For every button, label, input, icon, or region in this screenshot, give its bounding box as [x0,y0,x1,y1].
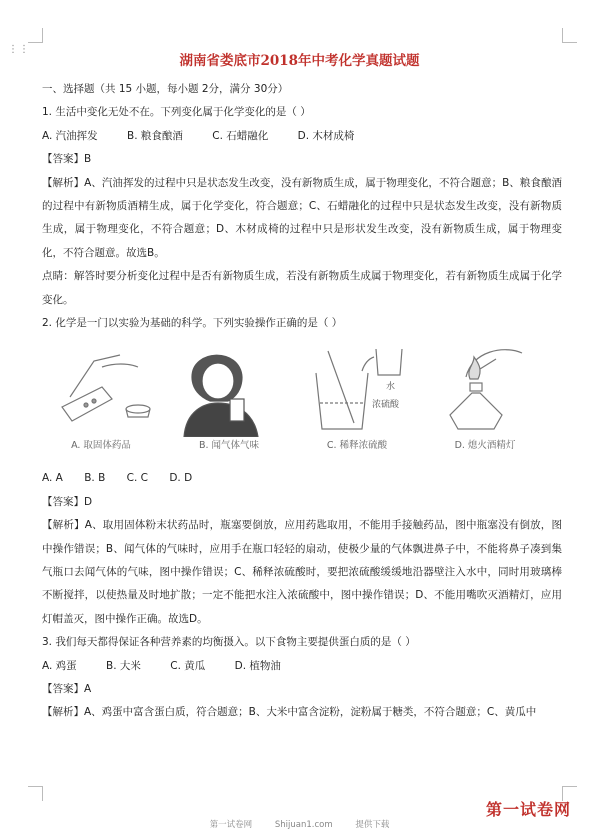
crop-mark-bottom-left [28,786,43,801]
footer-site-url[interactable]: Shijuan1.com [274,820,333,830]
page-title: 湖南省娄底市2018年中考化学真题试题 [179,53,420,69]
q2-option-a: A. A [42,472,63,485]
q1-option-b: B. 粮食酿酒 [127,129,183,142]
footer-site-name: 第一试卷网 [209,820,253,830]
q3-options [42,655,562,678]
q1-stem: 1. 生活中变化无处不在。下列变化属于化学变化的是（ ） [42,106,311,119]
q1-option-a: A. 汽油挥发 [42,129,98,142]
figure-c [298,337,416,455]
q3-stem: 3. 我们每天都得保证各种营养素的均衡摄入。以下食物主要提供蛋白质的是（ ） [42,636,416,649]
alcohol-lamp-image [426,337,544,437]
q2-options [42,467,562,490]
figure-c-label-water: 水 [386,382,396,393]
q1-tip: 点睛：解答时要分析变化过程中是否有新物质生成，若没有新物质生成属于物理变化，若有新物质生成属于化学变化。 [42,270,562,306]
figure-a-caption: A. 取固体药品 [71,440,131,452]
q3-option-b: B. 大米 [106,659,141,672]
q2-option-d: D. D [169,472,193,485]
q2-option-c: C. C [126,472,148,485]
q3-analysis: 【解析】A、鸡蛋中富含蛋白质，符合题意；B、大米中富含淀粉，淀粉属于糖类，不符合题意；C、黄瓜中 [42,706,537,719]
q2-option-b: B. B [84,472,106,485]
q3-option-a: A. 鸡蛋 [42,659,77,672]
q2-figure [42,337,562,467]
take-solid-drug-image [42,337,160,437]
section-heading: 一、选择题（共 15 小题，每小题 2分，满分 30分） [42,83,289,95]
drag-handle-icon[interactable]: ⋮⋮ [8,44,30,55]
q3-option-c: C. 黄瓜 [170,659,206,672]
figure-c-caption: C. 稀释浓硫酸 [326,440,388,452]
watermark-logo: 第一试卷网 [486,800,572,819]
q2-analysis: 【解析】A、取用固体粉末状药品时，瓶塞要倒放，应用药匙取用，不能用手接触药品，图中瓶塞没有倒放，图中操作错误；B、闻气体的气味时，应用手在瓶口轻轻的扇动，使极少量的气体飘进鼻子中，不能将鼻子凑到集气瓶口去闻气体的气味，图中操作错误；C、稀释浓硫酸时，要把浓硫酸缓缓地沿器壁注入水中，同时用玻璃棒不断搅拌，以使热量及时地扩散；一定不能把水注入浓硫酸中，图中操作错误；D、不能用嘴吹灭酒精灯，应用灯帽盖灭，图中操作正确。故选D。 [42,519,562,625]
dilute-acid-image [298,337,416,437]
q1-options [42,125,562,148]
figure-b [170,337,288,455]
q2-answer: 【答案】D [42,495,93,508]
q1-analysis: 【解析】A、汽油挥发的过程中只是状态发生改变，没有新物质生成，属于物理变化，不符合题意；B、粮食酿酒的过程中有新物质酒精生成，属于化学变化，符合题意；C、石蜡融化的过程中只是状态发生改变，没有新物质生成，属于物理变化，不符合题意；D、木材成椅的过程中只是形状发生改变，没有新物质生成，属于物理变化，不符合题意。故选B。 [42,176,562,259]
q1-option-d: D. 木材成椅 [297,129,355,142]
footer-download-note: 提供下载 [355,820,390,830]
crop-mark-top-left [28,28,43,43]
q3-option-d: D. 植物油 [234,659,281,672]
page-footer [0,818,599,830]
q3-answer: 【答案】A [42,682,92,695]
figure-d-caption: D. 熄火酒精灯 [454,440,516,452]
document-body [42,78,562,725]
figure-a [42,337,160,455]
smell-gas-image [170,337,288,437]
q1-answer: 【答案】B [42,153,92,166]
figure-b-caption: B. 闻气体气味 [198,440,260,452]
figure-c-label-acid: 浓硫酸 [372,400,400,411]
figure-d [426,337,544,455]
q1-option-c: C. 石蜡融化 [212,129,269,142]
crop-mark-top-right [562,28,577,43]
q2-stem: 2. 化学是一门以实验为基础的科学。下列实验操作正确的是（ ） [42,317,343,329]
